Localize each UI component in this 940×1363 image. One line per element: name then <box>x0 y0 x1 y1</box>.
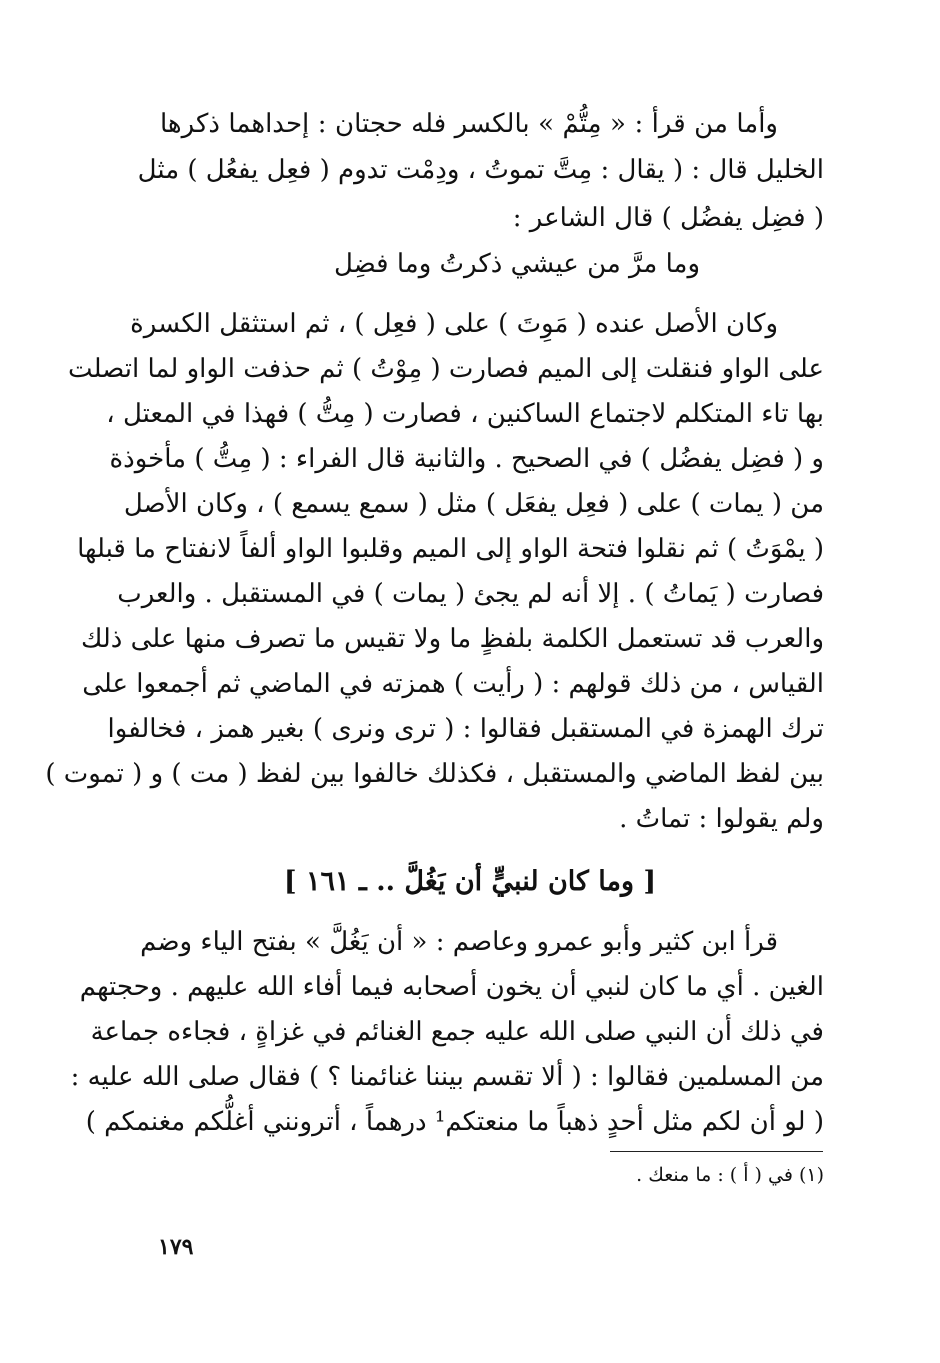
paragraph-1-line-2: الخليل قال : ( يقال : مِتَّ تموتُ ، ودِمْت تدوم ( فعِل يفعُل ) مثل <box>137 155 824 185</box>
paragraph-3-line: في ذلك أن النبي صلى الله عليه جمع الغنائم في غزاةٍ ، فجاءه جماعة <box>90 1017 824 1047</box>
paragraph-2-line: والعرب قد تستعمل الكلمة بلفظٍ ما ولا تقيس ما تصرف منها على ذلك <box>80 624 824 654</box>
paragraph-2-line: ولم يقولوا : تماتُ . <box>619 804 824 834</box>
paragraph-3-line: ( لو أن لكم مثل أحدٍ ذهباً ما منعتكم¹ درهماً ، أترونني أغلُّكم مغنمكم ) <box>85 1107 824 1137</box>
paragraph-2-line: بين لفظ الماضي والمستقبل ، فكذلك خالفوا بين لفظ ( مت ) و ( تموت ) <box>45 759 824 789</box>
paragraph-2-line: القياس ، من ذلك قولهم : ( رأيت ) همزته في الماضي ثم أجمعوا على <box>82 669 824 699</box>
paragraph-1-line-1: وأما من قرأ : « مِتُّمْ » بالكسر فله حجتان : إحداهما ذكرها <box>160 109 778 139</box>
paragraph-1-line-3: ( فضِل يفضُل ) قال الشاعر : <box>512 203 824 233</box>
paragraph-2-line: من ( يمات ) على ( فعِل يفعَل ) مثل ( سمع يسمع ) ، وكان الأصل <box>123 489 824 519</box>
paragraph-2-line: على الواو فنقلت إلى الميم فصارت ( مِوْتُ ) ثم حذفت الواو لما اتصلت <box>68 354 824 384</box>
poetry-verse: وما مرَّ من عيشي ذكرتُ وما فضِل <box>333 249 700 279</box>
paragraph-2-line: بها تاء المتكلم لاجتماع الساكنين ، فصارت ( مِتُّ ) فهذا في المعتل ، <box>106 399 824 429</box>
paragraph-2-line: ترك الهمزة في المستقبل فقالوا : ( ترى ونرى ) بغير همز ، فخالفوا <box>107 714 824 744</box>
paragraph-2-line: ( يمْوَتُ ) ثم نقلوا فتحة الواو إلى الميم وقلبوا الواو ألفاً لانفتاح ما قبلها <box>77 534 824 564</box>
paragraph-3-line: من المسلمين فقالوا : ( ألا تقسم بيننا غنائمنا ؟ ) فقال صلى الله عليه : <box>70 1062 824 1092</box>
verse-heading: [ وما كان لنبيٍّ أن يَغُلَّ .. ـ ١٦١ ] <box>283 866 657 897</box>
paragraph-2-line: وكان الأصل عنده ( مَوِتَ ) على ( فعِل ) ، ثم استثقل الكسرة <box>130 309 778 339</box>
footnote-separator <box>610 1151 823 1152</box>
paragraph-2-line: فصارت ( يَماتُ ) . إلا أنه لم يجئ ( يمات ) في المستقبل . والعرب <box>117 579 824 609</box>
paragraph-3-line: قرأ ابن كثير وأبو عمرو وعاصم : « أن يَغُلَّ » بفتح الياء وضم <box>140 927 778 957</box>
footnote: (١) في ( أ ) : ما منعك . <box>636 1164 824 1186</box>
paragraph-3-line: الغين . أي ما كان لنبي أن يخون أصحابه فيما أفاء الله عليهم . وحجتهم <box>79 972 824 1002</box>
page-number: ١٧٩ <box>158 1234 194 1260</box>
paragraph-2-line: و ( فضِل يفضُل ) في الصحيح . والثانية قال الفراء : ( مِتُّ ) مأخوذة <box>109 444 824 474</box>
